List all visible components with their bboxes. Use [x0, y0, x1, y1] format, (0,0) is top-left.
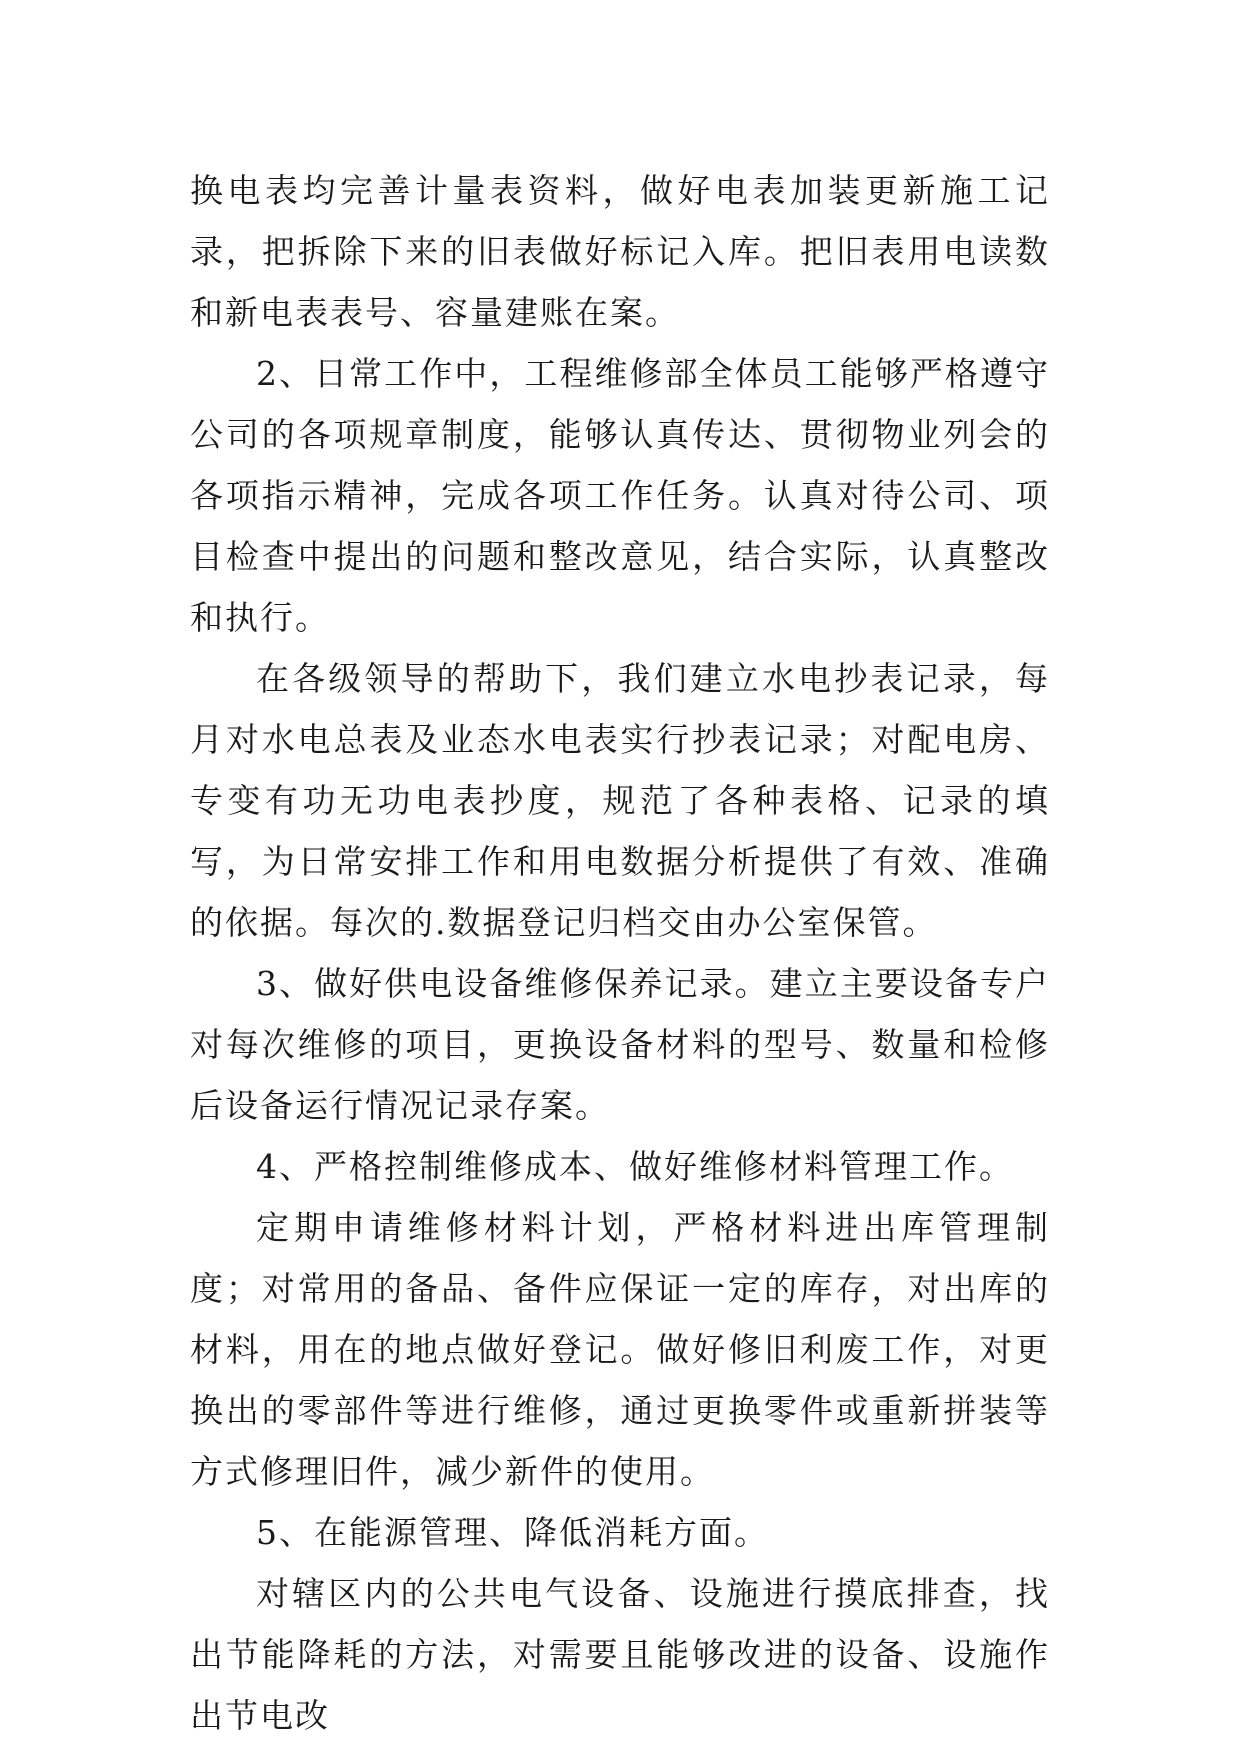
paragraph-meter-records: 换电表均完善计量表资料，做好电表加装更新施工记录，把拆除下来的旧表做好标记入库。把旧表用电读数和新电表表号、容量建账在案。 — [190, 171, 1050, 332]
paragraph-item-4-cost-control: 4、严格控制维修成本、做好维修材料管理工作。 — [256, 1147, 1014, 1186]
paragraph-item-2-daily-work: 2、日常工作中，工程维修部全体员工能够严格遵守公司的各项规章制度，能够认真传达、贯彻物业列会的各项指示精神，完成各项工作任务。认真对待公司、项目检查中提出的问题和整改意见，结合实际，认真整改和执行。 — [190, 354, 1050, 637]
paragraph-energy-survey: 对辖区内的公共电气设备、设施进行摸底排查，找出节能降耗的方法，对需要且能够改进的设备、设施作出节电改 — [190, 1574, 1050, 1735]
paragraph-item-3-maintenance-records: 3、做好供电设备维修保养记录。建立主要设备专户对每次维修的项目，更换设备材料的型号、数量和检修后设备运行情况记录存案。 — [190, 964, 1050, 1125]
paragraph-material-management: 定期申请维修材料计划，严格材料进出库管理制度；对常用的备品、备件应保证一定的库存，对出库的材料，用在的地点做好登记。做好修旧利废工作，对更换出的零部件等进行维修，通过更换零件或重新拼装等方式修理旧件，减少新件的使用。 — [190, 1208, 1050, 1491]
paragraph-meter-reading: 在各级领导的帮助下，我们建立水电抄表记录，每月对水电总表及业态水电表实行抄表记录；对配电房、专变有功无功电表抄度，规范了各种表格、记录的填写，为日常安排工作和用电数据分析提供了有效、准确的依据。每次的.数据登记归档交由办公室保管。 — [190, 659, 1050, 942]
paragraph-item-5-energy: 5、在能源管理、降低消耗方面。 — [256, 1513, 769, 1552]
document-body — [190, 160, 1050, 1746]
